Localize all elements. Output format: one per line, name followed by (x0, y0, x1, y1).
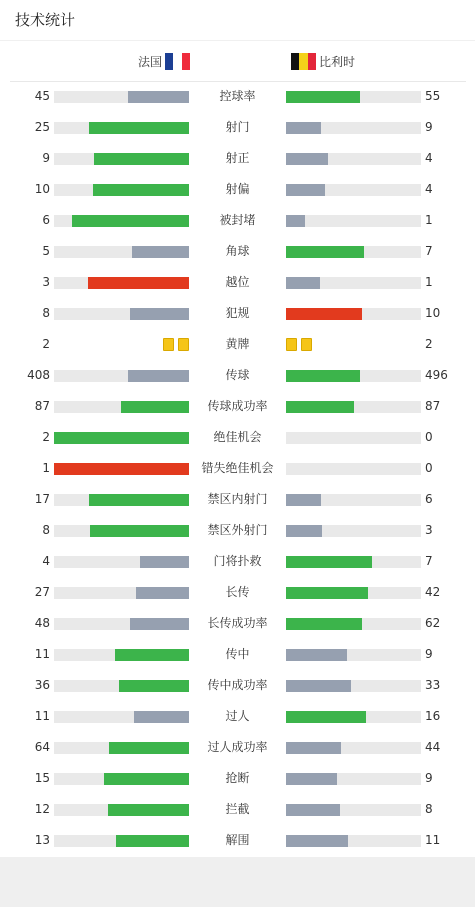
home-bar-track (54, 742, 189, 754)
home-value: 6 (42, 213, 50, 227)
home-bar-track (54, 215, 189, 227)
away-bar (286, 370, 360, 382)
stat-label: 过人成功率 (207, 740, 268, 754)
home-yellow-cards (163, 338, 189, 351)
stat-label: 抢断 (225, 771, 250, 785)
home-bar (136, 587, 189, 599)
home-bar-track (54, 401, 189, 413)
away-bar-track (286, 401, 421, 413)
stat-label: 绝佳机会 (213, 430, 262, 444)
home-bar-track (54, 432, 189, 444)
home-bar-track (54, 370, 189, 382)
away-bar-track (286, 804, 421, 816)
away-bar-track (286, 556, 421, 568)
away-bar (286, 215, 305, 227)
away-bar-track (286, 184, 421, 196)
away-bar (286, 587, 368, 599)
section-title: 技术统计 (15, 11, 76, 29)
home-bar-track (54, 773, 189, 785)
yellow-card-icon (286, 338, 297, 351)
stat-label: 控球率 (219, 89, 256, 103)
home-bar-track (54, 804, 189, 816)
away-value: 1 (425, 213, 433, 227)
home-value: 8 (42, 306, 50, 320)
stat-row (0, 422, 475, 453)
away-value: 4 (425, 151, 433, 165)
away-value: 10 (425, 306, 441, 320)
home-bar (130, 308, 189, 320)
away-value: 33 (425, 678, 441, 692)
away-bar (286, 742, 341, 754)
stat-label: 犯规 (225, 306, 250, 320)
home-bar (88, 277, 189, 289)
away-value: 0 (425, 461, 433, 475)
away-yellow-cards (286, 338, 312, 351)
away-bar-track (286, 835, 421, 847)
stat-label: 长传成功率 (207, 616, 268, 630)
away-value: 8 (425, 802, 433, 816)
stat-label: 射门 (225, 120, 250, 134)
home-bar (128, 91, 189, 103)
belgium-flag-icon (291, 53, 316, 70)
home-bar (115, 649, 189, 661)
home-bar-track (54, 463, 189, 475)
home-bar-track (54, 308, 189, 320)
stat-row (0, 453, 475, 484)
stat-label: 拦截 (225, 802, 250, 816)
away-bar (286, 773, 337, 785)
away-bar-track (286, 277, 421, 289)
stat-row (0, 701, 475, 732)
away-value: 62 (425, 616, 441, 630)
home-bar (140, 556, 189, 568)
away-value: 0 (425, 430, 433, 444)
away-bar-track (286, 587, 421, 599)
away-value: 87 (425, 399, 441, 413)
away-team-name: 比利时 (319, 55, 356, 69)
home-bar-track (54, 153, 189, 165)
away-bar (286, 680, 351, 692)
stats-list (0, 81, 475, 856)
away-value: 4 (425, 182, 433, 196)
stat-label: 过人 (225, 709, 250, 723)
away-bar (286, 804, 340, 816)
away-bar-track (286, 122, 421, 134)
away-bar-track (286, 742, 421, 754)
stat-row (0, 732, 475, 763)
away-bar (286, 618, 362, 630)
away-value: 1 (425, 275, 433, 289)
away-bar-track (286, 649, 421, 661)
home-value: 2 (42, 337, 50, 351)
away-bar (286, 711, 366, 723)
away-bar-track (286, 370, 421, 382)
away-bar-track (286, 618, 421, 630)
home-bar (89, 122, 189, 134)
stat-label: 禁区外射门 (207, 523, 268, 537)
home-value: 15 (34, 771, 50, 785)
home-bar (121, 401, 189, 413)
stat-row (0, 825, 475, 856)
away-bar-track (286, 525, 421, 537)
stat-row (0, 577, 475, 608)
home-value: 408 (27, 368, 50, 382)
stat-row (0, 205, 475, 236)
home-bar-track (54, 649, 189, 661)
away-value: 6 (425, 492, 433, 506)
stat-label: 传球成功率 (207, 399, 268, 413)
home-value: 11 (34, 709, 50, 723)
home-value: 45 (34, 89, 50, 103)
away-value: 55 (425, 89, 441, 103)
home-bar-track (54, 91, 189, 103)
away-bar (286, 184, 325, 196)
stat-row (0, 112, 475, 143)
divider (0, 40, 475, 41)
home-value: 9 (42, 151, 50, 165)
stat-row (0, 329, 475, 360)
home-value: 12 (34, 802, 50, 816)
home-bar (93, 184, 189, 196)
home-bar-track (54, 184, 189, 196)
home-bar (54, 463, 189, 475)
home-team (138, 53, 190, 70)
home-value: 2 (42, 430, 50, 444)
stat-label: 射偏 (225, 182, 250, 196)
stat-row (0, 236, 475, 267)
stat-row (0, 267, 475, 298)
stat-row (0, 794, 475, 825)
away-value: 42 (425, 585, 441, 599)
away-bar-track (286, 153, 421, 165)
away-bar-track (286, 308, 421, 320)
home-bar-track (54, 711, 189, 723)
home-value: 27 (34, 585, 50, 599)
home-value: 1 (42, 461, 50, 475)
home-bar (94, 153, 189, 165)
away-bar (286, 649, 347, 661)
away-value: 44 (425, 740, 441, 754)
home-value: 87 (34, 399, 50, 413)
home-bar-track (54, 556, 189, 568)
stat-label: 错失绝佳机会 (201, 461, 274, 475)
stat-label: 越位 (225, 275, 250, 289)
stat-row (0, 174, 475, 205)
away-value: 2 (425, 337, 433, 351)
home-value: 5 (42, 244, 50, 258)
yellow-card-icon (178, 338, 189, 351)
home-bar (72, 215, 189, 227)
away-bar (286, 525, 322, 537)
home-bar (90, 525, 189, 537)
home-bar-track (54, 618, 189, 630)
stat-label: 被封堵 (219, 213, 256, 227)
away-bar-track (286, 463, 421, 475)
home-value: 10 (34, 182, 50, 196)
home-bar-track (54, 525, 189, 537)
stat-label: 禁区内射门 (207, 492, 268, 506)
away-bar-track (286, 773, 421, 785)
away-bar-track (286, 711, 421, 723)
home-bar-track (54, 277, 189, 289)
away-bar (286, 494, 321, 506)
away-value: 16 (425, 709, 441, 723)
away-bar (286, 122, 321, 134)
home-bar-track (54, 835, 189, 847)
stat-label: 传球 (225, 368, 250, 382)
stat-label: 射正 (225, 151, 250, 165)
away-bar-track (286, 680, 421, 692)
yellow-card-icon (301, 338, 312, 351)
stat-row (0, 515, 475, 546)
away-value: 11 (425, 833, 441, 847)
away-bar (286, 277, 320, 289)
away-bar (286, 835, 348, 847)
stat-row (0, 298, 475, 329)
stat-label: 长传 (225, 585, 250, 599)
stat-label: 解围 (225, 833, 250, 847)
stat-row (0, 81, 475, 112)
home-value: 64 (34, 740, 50, 754)
away-bar-track (286, 246, 421, 258)
home-value: 8 (42, 523, 50, 537)
away-bar-track (286, 432, 421, 444)
stat-row (0, 546, 475, 577)
stat-row (0, 391, 475, 422)
home-bar (89, 494, 189, 506)
away-value: 9 (425, 120, 433, 134)
home-team-name: 法国 (138, 55, 163, 69)
away-value: 7 (425, 244, 433, 258)
home-bar (54, 432, 189, 444)
away-value: 9 (425, 647, 433, 661)
home-bar-track (54, 122, 189, 134)
away-bar (286, 91, 360, 103)
home-bar (132, 246, 189, 258)
home-bar (119, 680, 189, 692)
away-bar-track (286, 91, 421, 103)
away-value: 7 (425, 554, 433, 568)
home-bar-track (54, 587, 189, 599)
away-team (291, 53, 355, 70)
home-value: 48 (34, 616, 50, 630)
home-bar-track (54, 246, 189, 258)
home-bar (134, 711, 189, 723)
home-value: 4 (42, 554, 50, 568)
home-bar (104, 773, 189, 785)
away-value: 3 (425, 523, 433, 537)
away-value: 9 (425, 771, 433, 785)
stat-label: 黄牌 (225, 337, 250, 351)
home-value: 3 (42, 275, 50, 289)
away-bar (286, 246, 364, 258)
home-value: 11 (34, 647, 50, 661)
stat-row (0, 484, 475, 515)
away-bar (286, 556, 372, 568)
home-value: 25 (34, 120, 50, 134)
stat-row (0, 763, 475, 794)
stat-row (0, 670, 475, 701)
stat-label: 门将扑救 (213, 554, 262, 568)
yellow-card-icon (163, 338, 174, 351)
stat-row (0, 143, 475, 174)
home-bar (116, 835, 189, 847)
home-bar (108, 804, 189, 816)
home-value: 13 (34, 833, 50, 847)
stat-label: 传中成功率 (207, 678, 268, 692)
stat-row (0, 360, 475, 391)
home-bar-track (54, 494, 189, 506)
home-bar (128, 370, 189, 382)
stat-row (0, 608, 475, 639)
home-value: 36 (34, 678, 50, 692)
away-bar-track (286, 215, 421, 227)
home-bar (109, 742, 189, 754)
home-value: 17 (34, 492, 50, 506)
away-bar (286, 308, 362, 320)
home-bar-track (54, 680, 189, 692)
stat-label: 角球 (225, 244, 250, 258)
home-bar (130, 618, 189, 630)
away-bar-track (286, 494, 421, 506)
away-bar (286, 401, 354, 413)
france-flag-icon (165, 53, 190, 70)
away-value: 496 (425, 368, 448, 382)
away-bar (286, 153, 328, 165)
stat-row (0, 639, 475, 670)
stat-label: 传中 (225, 647, 250, 661)
